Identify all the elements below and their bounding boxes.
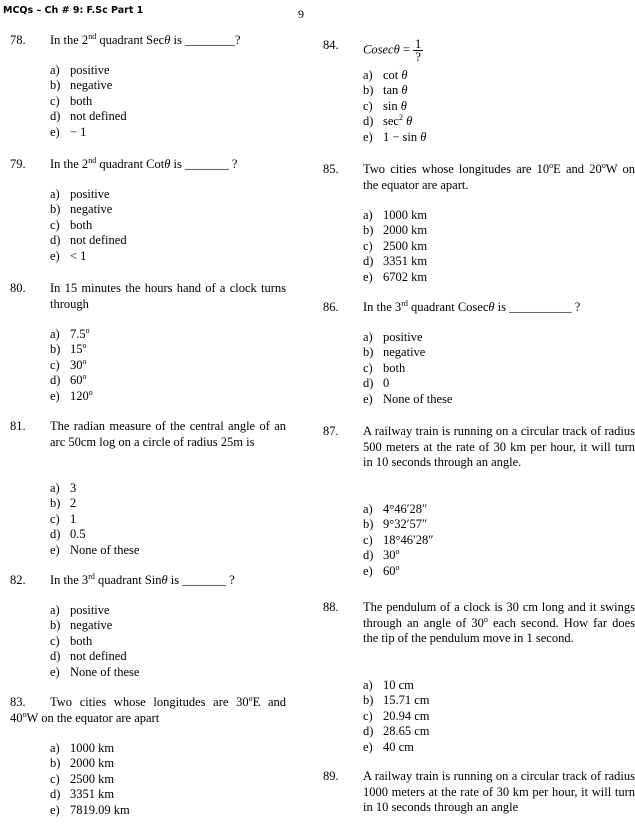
option-item [363, 740, 430, 755]
options-list [50, 741, 130, 818]
option-letter: d) [50, 787, 61, 802]
option-letter: e) [50, 124, 60, 139]
option-text: not defined [70, 109, 127, 124]
question-text: In the 2nd quadrant Secθ is ________? [50, 32, 241, 47]
option-text: not defined [70, 233, 127, 248]
option-item [363, 361, 452, 376]
question-text: The radian measure of the central angle of an arc 50cm log on a circle of radius 25m is [50, 419, 286, 449]
options-list [363, 678, 430, 755]
option-item [50, 373, 93, 388]
option-letter: a) [363, 330, 373, 344]
option-item [50, 94, 127, 109]
question-number: 80. [10, 281, 26, 295]
question-text: The pendulum of a clock is 30 cm long and it swings through an angle of 30$^o$ each second. How far does the tip of the pendulum move in 1 second. [363, 600, 635, 645]
option-text: 7.5$^o$ [70, 326, 90, 341]
option-letter: e) [50, 542, 60, 557]
option-text: < 1 [70, 248, 87, 263]
option-letter: b) [363, 223, 374, 238]
option-text: 15$^o$ [70, 341, 87, 357]
option-item [50, 665, 139, 680]
option-item [363, 693, 430, 708]
option-item [50, 389, 93, 404]
option-text: 0.5 [70, 527, 86, 542]
option-text: 30$^o$ [70, 356, 87, 372]
option-letter: e) [50, 802, 60, 817]
question-number: 85. [323, 162, 339, 176]
option-text: 1 − sin θ [383, 129, 427, 144]
question-number: 88. [323, 600, 339, 614]
option-text: 3351 km [70, 787, 115, 802]
option-letter: c) [363, 360, 373, 375]
option-letter: c) [363, 98, 373, 113]
document-header-title: MCQs – Ch # 9: F.Sc Part 1 [3, 5, 144, 16]
option-item [50, 233, 127, 248]
option-letter: d) [363, 548, 374, 563]
question-number: 82. [10, 573, 26, 587]
question-text: Two cities whose longitudes are 10$^o$E and 20$^o$W on the equator are apart. [363, 161, 635, 192]
option-text: $\sec^2 \theta$ [383, 113, 413, 129]
options-list [50, 187, 127, 264]
option-text: None of these [383, 391, 453, 406]
question-number: 84. [323, 38, 339, 52]
option-text: 2000 km [70, 756, 115, 771]
question-text: A railway train is running on a circular track of radius 500 meters at the rate of 30 km per hour, it will turn in 10 seconds through an angle. [363, 424, 635, 469]
option-text: negative [70, 78, 113, 93]
option-letter: d) [50, 109, 61, 124]
option-letter: b) [50, 342, 61, 357]
option-text: 9°32′57″ [383, 517, 428, 532]
option-text: negative [70, 202, 113, 217]
option-letter: c) [50, 771, 60, 786]
option-text: 1000 km [383, 208, 428, 222]
options-list [363, 330, 452, 407]
question-number: 89. [323, 769, 339, 783]
option-letter: a) [50, 327, 60, 341]
option-letter: a) [363, 68, 373, 82]
question-text: Cosecθ = $\frac{1}{?}$ [363, 37, 422, 64]
options-list [50, 603, 139, 680]
option-letter: b) [50, 618, 61, 633]
option-letter: e) [363, 391, 373, 406]
option-item [363, 724, 430, 739]
option-text: positive [70, 187, 110, 201]
option-letter: b) [363, 517, 374, 532]
options-list [363, 502, 433, 579]
option-text: both [383, 360, 406, 375]
option-text: not defined [70, 649, 127, 664]
option-letter: d) [50, 527, 61, 542]
option-letter: a) [363, 208, 373, 222]
option-text: 7819.09 km [70, 802, 130, 817]
option-text: 4°46′28″ [383, 502, 428, 516]
option-item [50, 202, 127, 217]
option-item [50, 342, 93, 357]
option-text: 2 [70, 496, 77, 511]
option-letter: d) [363, 114, 374, 129]
option-text: 10 cm [383, 678, 414, 692]
option-text: 28.65 cm [383, 724, 430, 739]
option-item [50, 249, 127, 264]
option-text: 3351 km [383, 254, 428, 269]
option-text: − 1 [70, 124, 87, 139]
option-item [363, 533, 433, 548]
option-item [363, 99, 426, 114]
option-item [363, 345, 452, 360]
option-letter: b) [50, 756, 61, 771]
question-number: 83. [10, 695, 26, 709]
option-letter: d) [50, 233, 61, 248]
option-text: cot θ [383, 68, 408, 82]
option-text: sin θ [383, 98, 407, 113]
option-letter: a) [50, 187, 60, 201]
option-item [363, 709, 430, 724]
options-list [363, 68, 426, 145]
option-item [50, 603, 139, 618]
option-letter: b) [50, 202, 61, 217]
option-item [50, 358, 93, 373]
option-item [50, 741, 130, 756]
option-letter: c) [363, 238, 373, 253]
option-letter: d) [50, 649, 61, 664]
option-item [50, 512, 139, 527]
option-text: 120$^o$ [70, 387, 93, 403]
question-text: In the 3rd quadrant Sinθ is _______ ? [50, 572, 235, 587]
option-item [363, 254, 427, 269]
option-item [50, 327, 93, 342]
question-number: 87. [323, 424, 339, 438]
option-text: 18°46′28″ [383, 532, 434, 547]
option-text: 1 [70, 511, 77, 526]
option-letter: d) [363, 724, 374, 739]
option-item [50, 527, 139, 542]
option-text: negative [70, 618, 113, 633]
option-text: 3 [70, 481, 77, 495]
option-item [50, 618, 139, 633]
question-number: 86. [323, 300, 339, 314]
option-letter: e) [50, 388, 60, 403]
option-letter: b) [363, 83, 374, 98]
option-letter: e) [363, 563, 373, 578]
option-letter: a) [50, 481, 60, 495]
option-text: None of these [70, 664, 140, 679]
option-letter: c) [363, 532, 373, 547]
option-letter: c) [50, 633, 60, 648]
option-item [50, 187, 127, 202]
option-letter: e) [363, 739, 373, 754]
option-text: 15.71 cm [383, 693, 430, 708]
option-text: 2000 km [383, 223, 428, 238]
option-text: positive [70, 63, 110, 77]
option-item [363, 392, 452, 407]
option-letter: c) [363, 708, 373, 723]
option-text: 6702 km [383, 269, 428, 284]
option-text: negative [383, 345, 426, 360]
option-letter: a) [363, 678, 373, 692]
option-letter: e) [363, 269, 373, 284]
option-item [50, 756, 130, 771]
option-letter: e) [50, 248, 60, 263]
option-text: 40 cm [383, 739, 414, 754]
option-item [50, 543, 139, 558]
option-item [50, 125, 127, 140]
option-letter: c) [50, 357, 60, 372]
option-text: positive [383, 330, 423, 344]
page-number: 9 [298, 7, 304, 21]
option-item [50, 109, 127, 124]
option-letter: d) [50, 373, 61, 388]
option-item [363, 68, 426, 83]
question-text: In the 2nd quadrant Cotθ is _______ ? [50, 156, 238, 171]
question-text: In the 3rd quadrant Cosecθ is __________ ? [363, 299, 581, 314]
option-text: 60$^o$ [70, 372, 87, 388]
option-text: both [70, 217, 93, 232]
option-letter: b) [50, 78, 61, 93]
option-text: 60$^o$ [383, 562, 400, 578]
option-item [50, 496, 139, 511]
option-item [363, 548, 433, 563]
option-letter: a) [50, 63, 60, 77]
option-text: positive [70, 603, 110, 617]
options-list [50, 481, 139, 558]
question-number: 78. [10, 33, 26, 47]
options-list [363, 208, 427, 285]
option-item [363, 239, 427, 254]
option-item [363, 330, 452, 345]
option-text: 20.94 cm [383, 708, 430, 723]
option-item [363, 517, 433, 532]
option-letter: b) [50, 496, 61, 511]
question-number: 79. [10, 157, 26, 171]
option-letter: d) [363, 376, 374, 391]
options-list [50, 63, 127, 140]
option-text: 30$^o$ [383, 547, 400, 563]
option-item [363, 223, 427, 238]
question-text: In 15 minutes the hours hand of a clock turns through [50, 281, 286, 311]
option-text: both [70, 93, 93, 108]
question-number: 81. [10, 419, 26, 433]
option-letter: b) [363, 345, 374, 360]
option-letter: c) [50, 93, 60, 108]
option-text: 1000 km [70, 741, 115, 755]
option-item [363, 502, 433, 517]
option-item [363, 208, 427, 223]
option-item [363, 376, 452, 391]
option-letter: a) [50, 603, 60, 617]
option-letter: e) [50, 664, 60, 679]
option-item [50, 63, 127, 78]
option-letter: b) [363, 693, 374, 708]
option-text: tan θ [383, 83, 408, 98]
option-letter: d) [363, 254, 374, 269]
option-item [363, 114, 426, 129]
option-item [363, 270, 427, 285]
option-item [50, 803, 130, 818]
option-letter: e) [363, 129, 373, 144]
option-item [363, 130, 426, 145]
option-item [363, 564, 433, 579]
option-text: 2500 km [383, 238, 428, 253]
option-letter: c) [50, 511, 60, 526]
question-text: Two cities whose longitudes are 30$^o$E and 40$^o$W on the equator are apart [10, 694, 286, 725]
option-text: 0 [383, 376, 390, 391]
option-letter: c) [50, 217, 60, 232]
option-item [50, 634, 139, 649]
option-item [50, 481, 139, 496]
option-letter: a) [363, 502, 373, 516]
option-item [50, 218, 127, 233]
option-item [50, 78, 127, 93]
option-text: 2500 km [70, 771, 115, 786]
option-item [50, 649, 139, 664]
option-text: both [70, 633, 93, 648]
option-item [363, 83, 426, 98]
question-text: A railway train is running on a circular track of radius 1000 meters at the rate of 30 km per hour, it will turn in 10 seconds through an angle [363, 769, 635, 814]
option-item [363, 678, 430, 693]
option-item [50, 772, 130, 787]
options-list [50, 327, 93, 404]
option-letter: a) [50, 741, 60, 755]
option-item [50, 787, 130, 802]
option-text: None of these [70, 542, 140, 557]
